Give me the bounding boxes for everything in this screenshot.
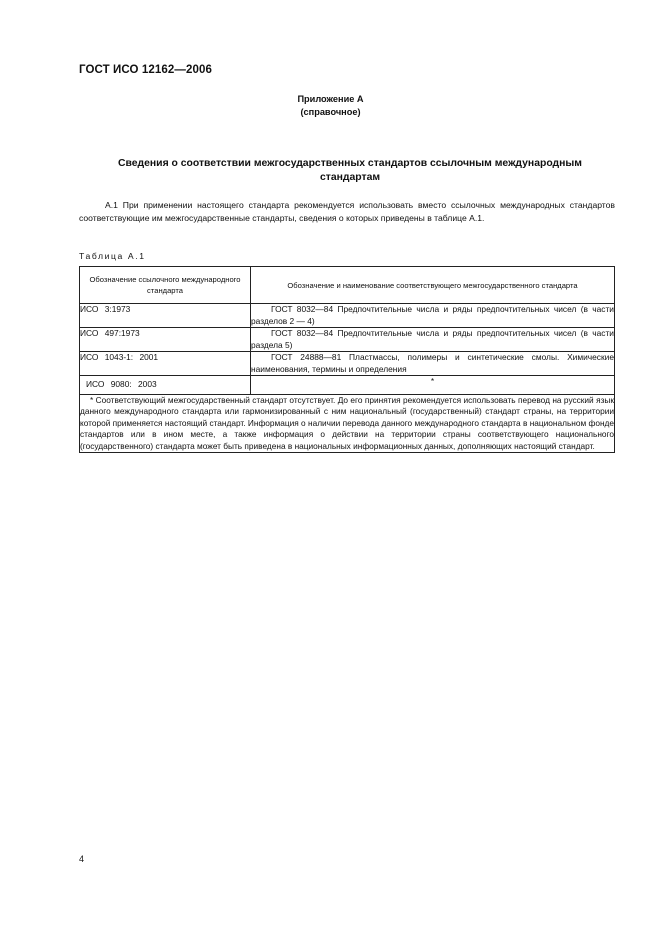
annex-title: Приложение А xyxy=(297,94,364,104)
iso-cell: ИСО 1043-1: 2001 xyxy=(80,352,251,376)
table-footnote: * Соответствующий межгосударственный стандарт отсутствует. До его принятия рекомендуется использовать перевод на русский язык данного международного стандарта или гармонизированный с ним национальный (государственный) стандарт страны, на территории которой применяется настоящий стандарт. Информация о наличии перевода данного международного стандарта в национальном фонде стандартов или в ином месте, а также информация о действии на территории страны соответствующего национального (государственного) стандарта может быть приведена в национальных информационных данных, дополняющих настоящий стандарт. xyxy=(80,394,615,453)
iso-cell: ИСО 9080: 2003 xyxy=(80,376,251,395)
intro-paragraph: А.1 При применении настоящего стандарта рекомендуется использовать вместо ссылочных международных стандартов соответствующие им межгосударственные стандарты, сведения о которых приведены в таблице А.1. xyxy=(79,200,615,223)
annex-kind: (справочное) xyxy=(300,107,361,117)
table-row xyxy=(80,352,615,376)
table-footnote-row xyxy=(80,394,615,453)
header-col-iso: Обозначение ссылочного международного стандарта xyxy=(80,267,251,304)
reference-standards-table xyxy=(79,266,615,453)
table-row xyxy=(80,376,615,395)
gost-cell: ГОСТ 8032—84 Предпочтительные числа и ряды предпочтительных чисел (в части разделов 2 — 4) xyxy=(251,304,614,326)
gost-cell: ГОСТ 8032—84 Предпочтительные числа и ряды предпочтительных чисел (в части раздела 5) xyxy=(251,328,614,350)
table-label: Таблица А.1 xyxy=(79,251,146,261)
section-title: Сведения о соответствии межгосударственных стандартов ссылочным международным стандартам xyxy=(118,158,582,183)
iso-cell: ИСО 497:1973 xyxy=(80,328,251,352)
table-row xyxy=(80,304,615,328)
iso-cell: ИСО 3:1973 xyxy=(80,304,251,328)
page-number: 4 xyxy=(79,854,85,864)
table-row xyxy=(80,328,615,352)
document-header: ГОСТ ИСО 12162—2006 xyxy=(79,64,212,76)
header-col-gost: Обозначение и наименование соответствующего межгосударственного стандарта xyxy=(251,267,615,304)
gost-cell: * xyxy=(251,376,615,395)
gost-cell: ГОСТ 24888—81 Пластмассы, полимеры и синтетические смолы. Химические наименования, термины и определения xyxy=(251,352,614,374)
table-header-row xyxy=(80,267,615,304)
